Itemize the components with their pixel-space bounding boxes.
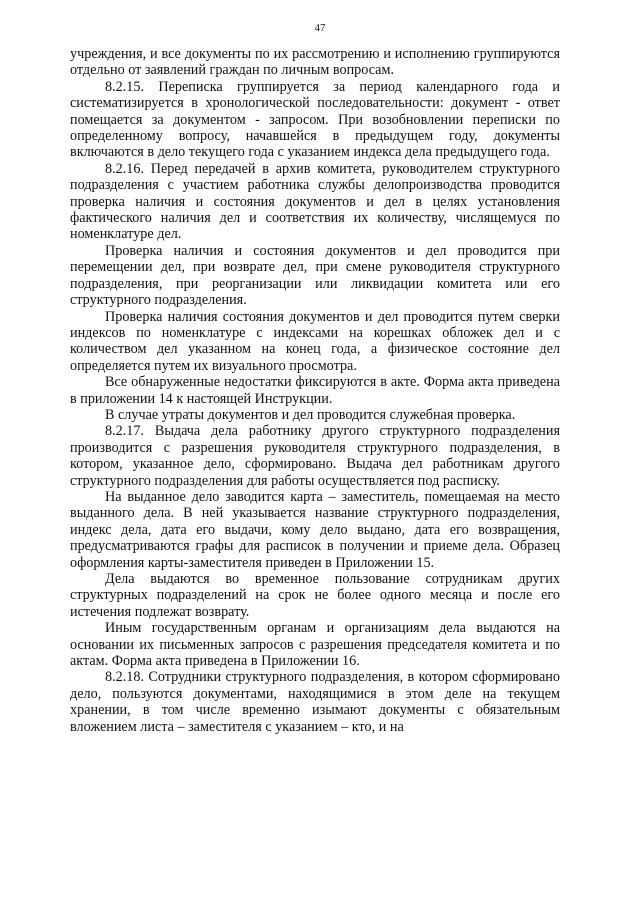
paragraph-loss-inspection: В случае утраты документов и дел проводится служебная проверка. [105,406,516,423]
paragraph-continuation: учреждения, и все документы по их рассмотрению и исполнению группируются отдельно от заявлений граждан по личным вопросам. [70,46,560,79]
paragraph-check-method: Проверка наличия состояния документов и дел проводится путем сверки индексов по номенклатуре с индексами на корешках обложек дел и с количеством дел указанном на конец года, а физическое состояние дел определяется путем их визуального просмотра. [70,308,560,374]
paragraph-temporary-use: Дела выдаются во временное пользование сотрудникам других структурных подразделений на срок не более одного месяца и после его истечения подлежат возврату. [70,571,560,620]
paragraph-check-on-move: Проверка наличия и состояния документов и дел проводится при перемещении дел, при возврате дел, при смене руководителя структурного подразделения, при реорганизации или ликвидации комитета или его структурного подразделения. [70,242,560,309]
paragraph-8-2-17: 8.2.17. Выдача дела работнику другого структурного подразделения производится с разрешения руководителя структурного подразделения, в котором, указанное дело, сформировано. Выдача дел работникам другого структурного подразделения для работы осуществляется под расписку. [70,423,560,489]
paragraph-substitute-card: На выданное дело заводится карта – заместитель, помещаемая на место выданного дела. В ней указывается название структурного подразделения, индекс дела, дата его выдачи, кому дело выдано, дата его возвращения, предусматриваются графы для расписок в получении и приеме дела. Образец оформления карты-заместителя приведен в Приложении 15. [70,488,560,571]
paragraph-defects-act: Все обнаруженные недостатки фиксируются в акте. Форма акта приведена в приложении 14 к настоящей Инструкции. [70,374,560,407]
paragraph-8-2-15: 8.2.15. Переписка группируется за период календарного года и систематизируется в хронологической последовательности: документ - ответ помещается за документом - запросом. При возобновлении переписки по определенному вопросу, начавшейся в предыдущем году, документы включаются в дело текущего года с указанием индекса дела предыдущего года. [70,78,560,161]
document-body [70,46,560,735]
paragraph-8-2-16: 8.2.16. Перед передачей в архив комитета, руководителем структурного подразделения с участием работника службы делопроизводства проводится проверка наличия и состояния документов и дел в целях установления фактического наличия дел и соответствия их количеству, числящемуся по номенклатуре дел. [70,160,560,243]
page-number: 47 [314,22,326,34]
paragraph-8-2-18: 8.2.18. Сотрудники структурного подразделения, в котором сформировано дело, пользуются документами, находящимися в этом деле на текущем хранении, в том числе временно изымают документы с обязательным вложением листа – заместителя с указанием – кто, и на [70,669,560,735]
paragraph-other-organizations: Иным государственным органам и организациям дела выдаются на основании их письменных запросов с разрешения председателя комитета и по актам. Форма акта приведена в Приложении 16. [70,620,560,670]
